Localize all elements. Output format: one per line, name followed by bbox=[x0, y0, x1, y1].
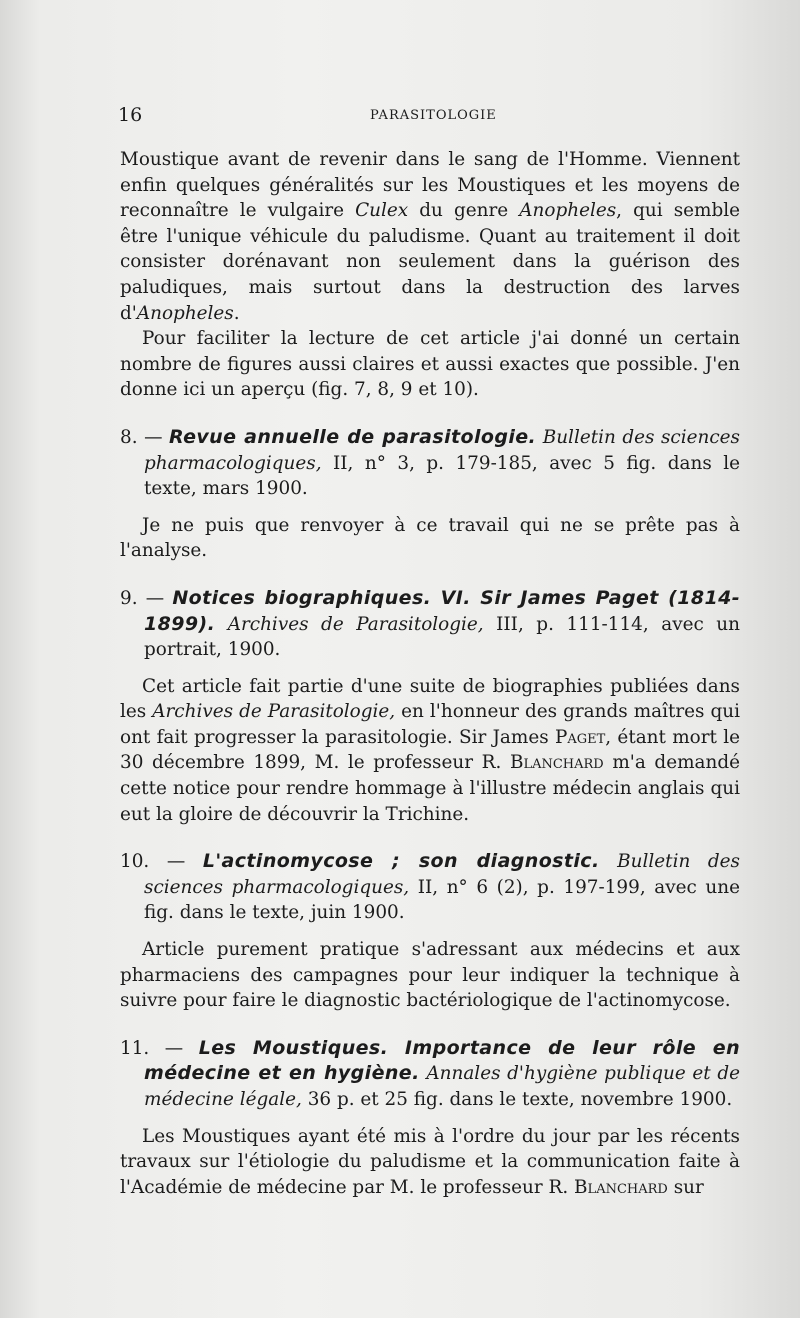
entry-title: Revue annuelle de parasitologie. bbox=[169, 425, 537, 448]
entry-description: Cet article fait partie d'une suite de biographies publiées dans les Archives de Parasitologie, en l'honneur des grands maîtres qui ont fait progresser la parasitologie. Sir James Paget, étant mort le 30 décembre 1899, M. le professeur R. Blanchard m'a demandé cette notice pour rendre hommage à l'illustre médecin anglais qui eut la gloire de découvrir la Trichine. bbox=[120, 675, 741, 825]
entry-citation: 8. — Revue annuelle de parasitologie. Bulletin des sciences pharmacologiques, II, n° 3, p. 179-185, avec 5 fig. dans le texte, mars 1900. bbox=[120, 425, 740, 500]
entry-11 bbox=[120, 1036, 740, 1201]
entry-description: Les Moustiques ayant été mis à l'ordre du jour par les récents travaux sur l'étiologie du paludisme et la communication faite à l'Académie de médecine par M. le professeur R. Blanchard sur bbox=[120, 1125, 740, 1198]
entry-10 bbox=[120, 849, 740, 1014]
page-number: 16 bbox=[118, 104, 143, 126]
entry-journal: Bulletin des sciences pharmacologiques, bbox=[144, 426, 740, 474]
entry-journal: Archives de Parasitologie, bbox=[227, 613, 484, 635]
entry-citation: 11. — Les Moustiques. Importance de leur rôle en médecine et en hygiène. Annales d'hygiène publique et de médecine légale, 36 p. et 25 fig. dans le texte, novembre 1900. bbox=[120, 1036, 740, 1110]
entry-8 bbox=[120, 425, 740, 564]
entry-description: Je ne puis que renvoyer à ce travail qui ne se prête pas à l'analyse. bbox=[120, 514, 740, 562]
entry-description: Article purement pratique s'adressant aux médecins et aux pharmaciens des campagnes pour leur indiquer la technique à suivre pour faire le diagnostic bactériologique de l'actinomycose. bbox=[120, 939, 740, 1012]
entry-citation: 9. — Notices biographiques. VI. Sir James Paget (1814-1899). Archives de Parasitologie, III, p. 111-114, avec un portrait, 1900. bbox=[120, 586, 740, 661]
intro-paragraph-1: Moustique avant de revenir dans le sang de l'Homme. Viennent enfin quelques généralités sur les Moustiques et les moyens de reconnaître le vulgaire Culex du genre Anopheles, qui semble être l'unique véhicule du paludisme. Quant au traitement il doit consister dorénavant non seulement dans la guérison des paludiques, mais surtout dans la destruction des larves d'Anopheles. bbox=[120, 149, 740, 324]
entry-title: Les Moustiques. Importance de leur rôle en médecine et en hygiène. bbox=[144, 1036, 740, 1085]
entry-9 bbox=[120, 586, 740, 827]
entry-title: L'actinomycose ; son diagnostic. bbox=[202, 850, 600, 873]
entry-journal: Annales d'hygiène publique et de médecine légale, bbox=[144, 1063, 740, 1110]
page-header bbox=[118, 104, 740, 128]
running-title: PARASITOLOGIE bbox=[370, 108, 497, 123]
page-body bbox=[120, 147, 740, 1200]
entry-journal: Bulletin des sciences pharmacologiques, bbox=[144, 851, 740, 898]
entry-citation: 10. — L'actinomycose ; son diagnostic. Bulletin des sciences pharmacologiques, II, n° 6 (2), p. 197-199, avec une fig. dans le texte, juin 1900. bbox=[120, 850, 740, 924]
intro-paragraph-2: Pour faciliter la lecture de cet article j'ai donné un certain nombre de figures aussi claires et aussi exactes que possible. J'en donne ici un aperçu (fig. 7, 8, 9 et 10). bbox=[120, 328, 740, 401]
entry-title: Notices biographiques. VI. Sir James Paget (1814-1899). bbox=[144, 586, 740, 635]
